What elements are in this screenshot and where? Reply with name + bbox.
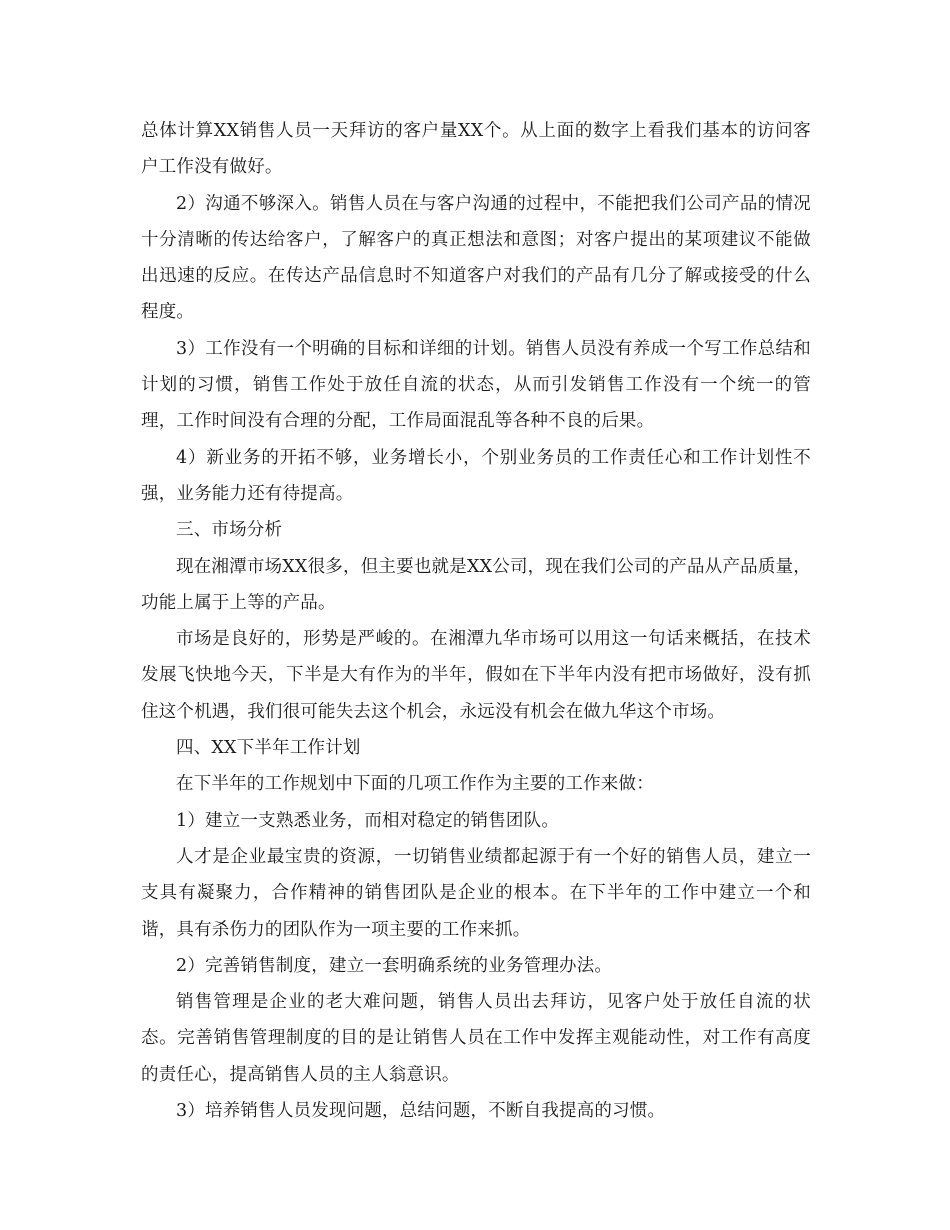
- paragraph-6: 现在湘潭市场XX很多，但主要也就是XX公司，现在我们公司的产品从产品质量，功能上属于上等的产品。: [141, 556, 811, 613]
- paragraph-11: 人才是企业最宝贵的资源，一切销售业绩都起源于有一个好的销售人员，建立一支具有凝聚力，合作精神的销售团队是企业的根本。在下半年的工作中建立一个和谐，具有杀伤力的团队作为一项主要的工作来抓。: [141, 846, 811, 940]
- list-item-1: 1）建立一支熟悉业务，而相对稳定的销售团队。: [176, 810, 560, 831]
- paragraph-4: 4）新业务的开拓不够，业务增长小，个别业务员的工作责任心和工作计划性不强，业务能力还有待提高。: [141, 447, 811, 504]
- list-item-3: 3）培养销售人员发现问题，总结问题，不断自我提高的习惯。: [176, 1101, 666, 1122]
- paragraph-2: 2）沟通不够深入。销售人员在与客户沟通的过程中，不能把我们公司产品的情况十分清晰的传达给客户，了解客户的真正想法和意图；对客户提出的某项建议不能做出迅速的反应。在传达产品信息时不知道客户对我们的产品有几分了解或接受的什么程度。: [141, 193, 811, 323]
- paragraph-3: 3）工作没有一个明确的目标和详细的计划。销售人员没有养成一个写工作总结和计划的习惯，销售工作处于放任自流的状态，从而引发销售工作没有一个统一的管理，工作时间没有合理的分配，工作局面混乱等各种不良的后果。: [141, 338, 811, 432]
- paragraph-7: 市场是良好的，形势是严峻的。在湘潭九华市场可以用这一句话来概括，在技术发展飞快地今天，下半是大有作为的半年，假如在下半年内没有把市场做好，没有抓住这个机遇，我们很可能失去这个机会，永远没有机会在做九华这个市场。: [141, 629, 811, 722]
- section-heading-market-analysis: 三、市场分析: [176, 520, 283, 541]
- paragraph-1: 总体计算XX销售人员一天拜访的客户量XX个。从上面的数字上看我们基本的访问客户工作没有做好。: [141, 121, 811, 178]
- section-heading-work-plan: 四、XX下半年工作计划: [176, 738, 361, 759]
- document-body: [141, 113, 811, 1129]
- paragraph-13: 销售管理是企业的老大难问题，销售人员出去拜访，见客户处于放任自流的状态。完善销售管理制度的目的是让销售人员在工作中发挥主观能动性，对工作有高度的责任心，提高销售人员的主人翁意识。: [141, 992, 811, 1085]
- paragraph-9: 在下半年的工作规划中下面的几项工作作为主要的工作来做：: [176, 774, 654, 795]
- list-item-2: 2）完善销售制度，建立一套明确系统的业务管理办法。: [176, 955, 613, 976]
